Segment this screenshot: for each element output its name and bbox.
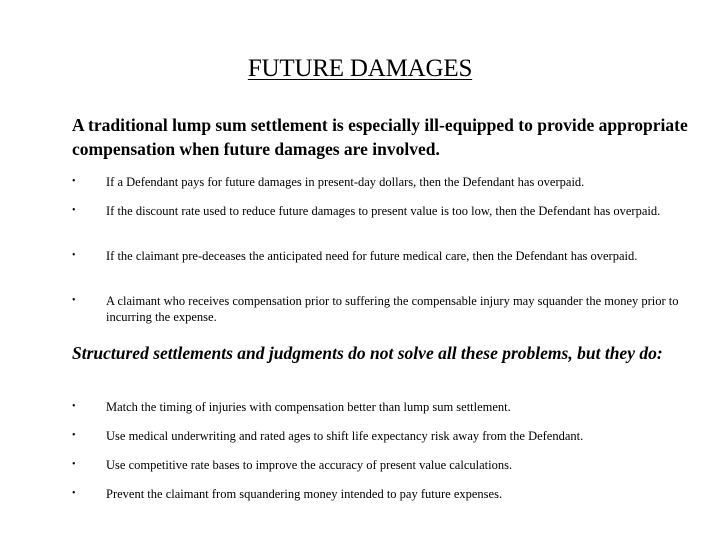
slide-title: FUTURE DAMAGES xyxy=(247,55,473,82)
section-1-bullet xyxy=(72,203,682,219)
bullet-icon: • xyxy=(72,430,76,441)
bullet-text: A claimant who receives compensation prior to suffering the compensable injury may squander the money prior to incurring the expense. xyxy=(106,294,679,324)
bullet-icon: • xyxy=(72,401,76,412)
section-2-bullet xyxy=(72,457,682,473)
section-1-bullet xyxy=(72,293,682,325)
bullet-text: Match the timing of injuries with compensation better than lump sum settlement. xyxy=(106,400,511,414)
section-2-bullet xyxy=(72,399,682,415)
bullet-icon: • xyxy=(72,205,76,216)
bullet-icon: • xyxy=(72,488,76,499)
bullet-text: If the claimant pre-deceases the anticipated need for future medical care, then the Defendant has overpaid. xyxy=(106,249,638,263)
section-2-heading: Structured settlements and judgments do not solve all these problems, but they do: xyxy=(72,343,663,363)
bullet-text: If the discount rate used to reduce future damages to present value is too low, then the Defendant has overpaid. xyxy=(106,204,661,218)
bullet-text: Prevent the claimant from squandering money intended to pay future expenses. xyxy=(106,487,503,501)
bullet-text: Use medical underwriting and rated ages to shift life expectancy risk away from the Defendant. xyxy=(106,429,584,443)
bullet-text: If a Defendant pays for future damages in present-day dollars, then the Defendant has overpaid. xyxy=(106,175,585,189)
section-2-bullet xyxy=(72,486,682,502)
bullet-icon: • xyxy=(72,250,76,261)
section-1-bullet xyxy=(72,248,682,264)
bullet-icon: • xyxy=(72,459,76,470)
section-2-bullet xyxy=(72,428,682,444)
bullet-icon: • xyxy=(72,176,76,187)
bullet-text: Use competitive rate bases to improve the accuracy of present value calculations. xyxy=(106,458,513,472)
section-1-bullet xyxy=(72,174,682,190)
section-1-heading: A traditional lump sum settlement is especially ill-equipped to provide appropriate compensation when future damages are involved. xyxy=(72,115,688,159)
bullet-icon: • xyxy=(72,295,76,306)
